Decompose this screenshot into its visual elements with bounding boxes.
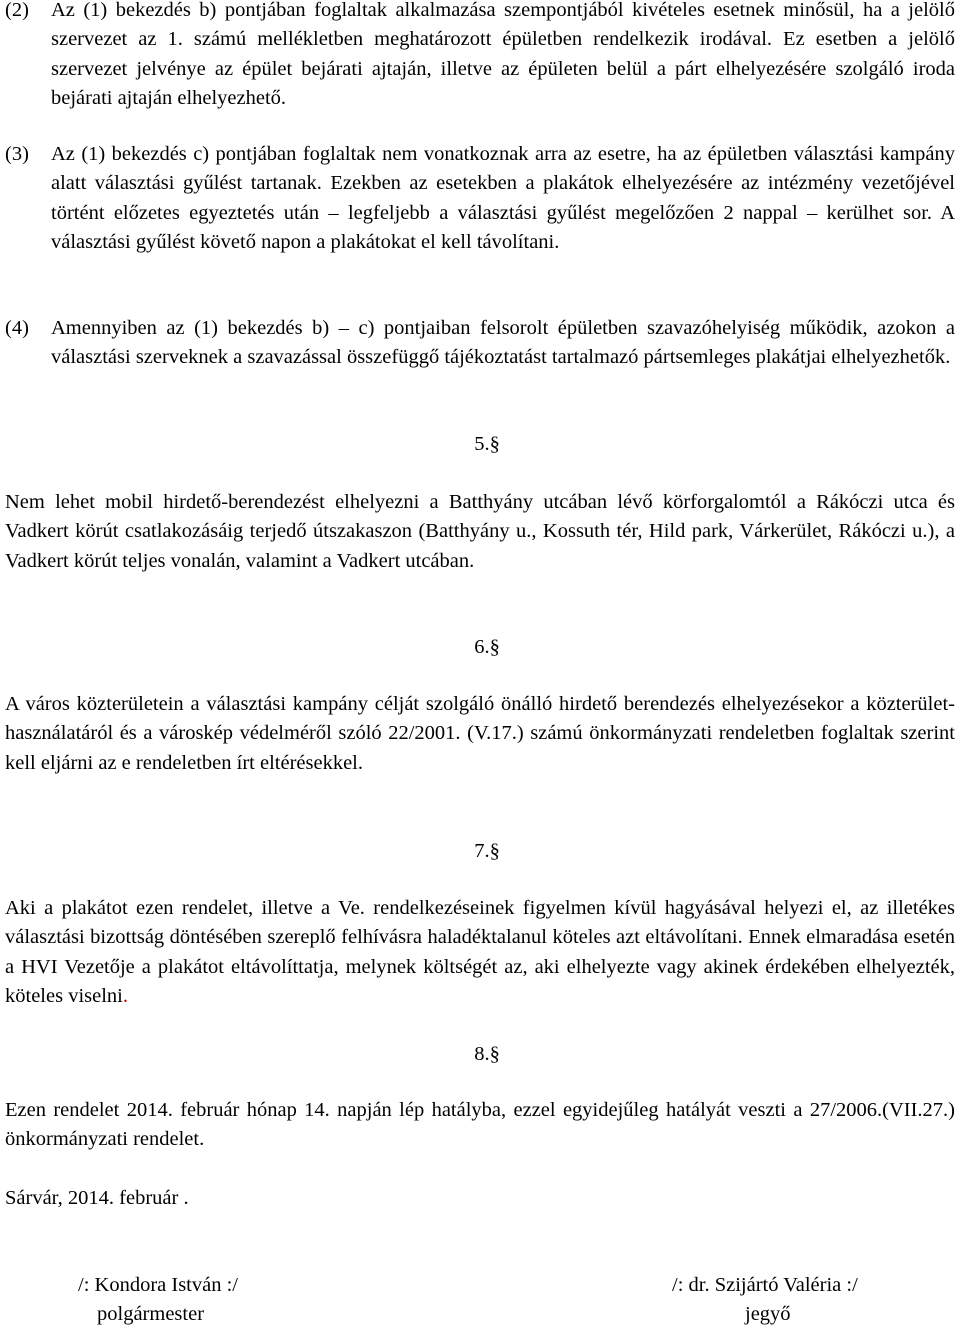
paragraph-number: (2) xyxy=(5,0,29,21)
section-heading-5: 5.§ xyxy=(474,433,500,455)
place-date: Sárvár, 2014. február . xyxy=(5,1187,189,1209)
section-7-text xyxy=(5,894,955,1011)
paragraph-2: Az (1) bekezdés b) pontjában foglaltak alkalmazása szempontjából kivételes esetnek minősül, ha a jelölő szervezet az 1. számú mellékletben meghatározott épületben rendelkezik irodával. Ez esetben a jelölő szervezet jelvénye az épület bejárati ajtaján, illetve az épületen belül a párt elhelyezésére szolgáló iroda bejárati ajtaján elhelyezhető. xyxy=(51,0,955,109)
red-period-mark: . xyxy=(122,984,128,1007)
paragraph-3: Az (1) bekezdés c) pontjában foglaltak nem vonatkoznak arra az esetre, ha az épületben választási kampány alatt választási gyűlést tartanak. Ezekben az esetekben a plakátok elhelyezésére az intézmény vezetőjével történt előzetes egyeztetés után – legfeljebb a választási gyűlést megelőzően 2 nappal – kerülhet sor. A választási gyűlést követő napon a plakátokat el kell távolítani. xyxy=(51,143,955,253)
mayor-title: polgármester xyxy=(97,1303,205,1325)
mayor-name: /: Kondora István :/ xyxy=(78,1274,238,1296)
paragraph-number: (3) xyxy=(5,143,29,165)
section-7-body: Aki a plakátot ezen rendelet, illetve a Ve. rendelkezéseinek figyelmen kívül hagyásával helyezi el, az illetékes választási bizottság döntésében szereplő felhívásra haladéktalanul köteles azt eltávolítani. Ennek elmaradása esetén a HVI Vezetője a plakátot eltávolíttatja, melynek költségét az, aki elhelyezte vagy akinek érdekében elhelyezték, köteles viselni xyxy=(5,897,955,1007)
section-heading-7: 7.§ xyxy=(474,840,500,862)
section-heading-6: 6.§ xyxy=(474,636,500,658)
section-8-text: Ezen rendelet 2014. február hónap 14. napján lép hatályba, ezzel egyidejűleg hatályát veszti a 27/2006.(VII.27.) önkormányzati rendelet. xyxy=(5,1099,955,1151)
paragraph-4: Amennyiben az (1) bekezdés b) – c) pontjaiban felsorolt épületben szavazóhelyiség működik, azokon a választási szerveknek a szavazással összefüggő tájékoztatást tartalmazó pártsemleges plakátjai elhelyezhetők. xyxy=(51,317,955,369)
paragraph-number: (4) xyxy=(5,317,29,339)
section-5-text: Nem lehet mobil hirdető-berendezést elhelyezni a Batthyány utcában lévő körforgalomtól a Rákóczi utca és Vadkert körút csatlakozásáig terjedő útszakaszon (Batthyány u., Kossuth tér, Hild park, Várkerület, Rákóczi u.), a Vadkert körút teljes vonalán, valamint a Vadkert utcában. xyxy=(5,491,955,572)
section-6-text: A város közterületein a választási kampány célját szolgáló önálló hirdető berendezés elhelyezésekor a közterület-használatáról és a városkép védelméről szóló 22/2001. (V.17.) számú önkormányzati rendeletben foglaltak szerint kell eljárni az e rendeletben írt eltérésekkel. xyxy=(5,693,955,774)
section-heading-8: 8.§ xyxy=(474,1043,500,1065)
notary-name: /: dr. Szijártó Valéria :/ xyxy=(672,1274,858,1296)
notary-title: jegyő xyxy=(745,1303,791,1325)
